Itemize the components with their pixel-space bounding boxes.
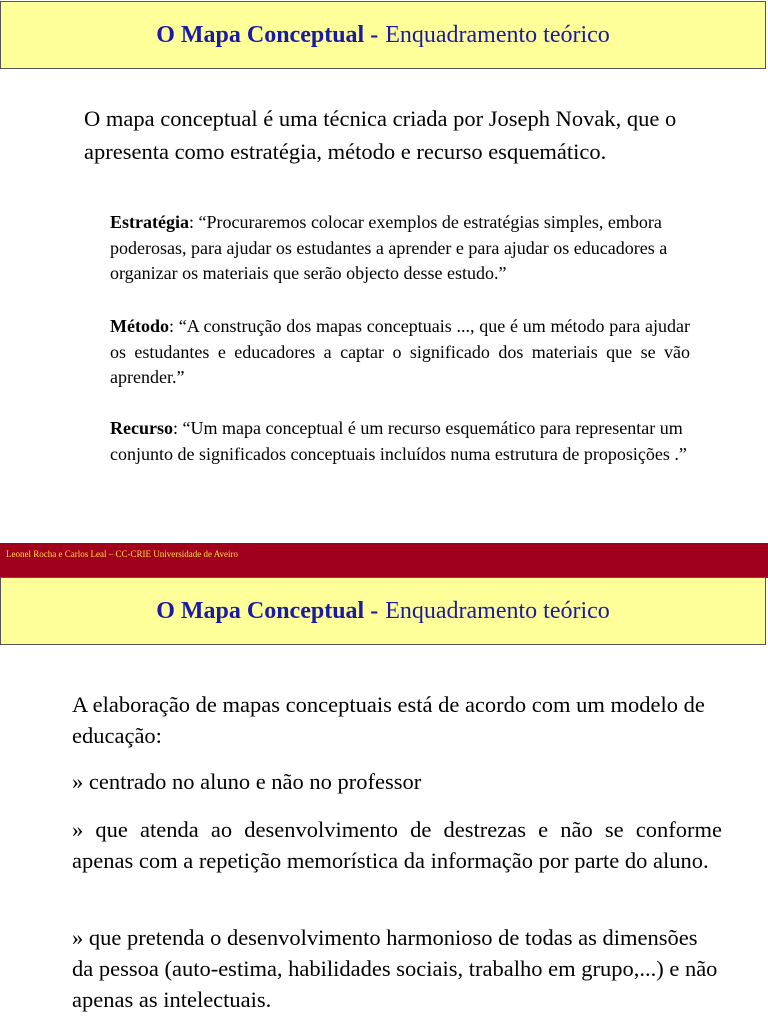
quote-text: : “A construção dos mapas conceptuais ..., que é um método para ajudar os estudantes e educadores a captar o significado dos materiais que se vão aprender.”: [110, 316, 690, 387]
slide2-bullet: » que atenda ao desenvolvimento de destrezas e não se conforme apenas com a repetição memorística da informação por parte do aluno.: [72, 817, 722, 873]
slide1-intro: O mapa conceptual é uma técnica criada por Joseph Novak, que o apresenta como estratégia, método e recurso esquemático.: [84, 106, 677, 164]
quote-text: : “Procuraremos colocar exemplos de estratégias simples, embora poderosas, para ajudar os estudantes a aprender e para ajudar os educadores a organizar os materiais que serão objecto desse estudo.”: [110, 212, 668, 283]
slide1-title-main: O Mapa Conceptual -: [156, 21, 379, 48]
slide2-title-bar: [0, 577, 766, 645]
slide1-title-bar: [0, 1, 766, 69]
quote-term: Método: [110, 316, 169, 336]
quote-recurso: [110, 416, 690, 467]
slide2-title-sub: Enquadramento teórico: [385, 597, 610, 624]
slide2-bullet: » centrado no aluno e não no professor: [72, 769, 422, 794]
quote-estrategia: [110, 210, 690, 287]
slide2-bullet: » que pretenda o desenvolvimento harmonioso de todas as dimensões da pessoa (auto-estima, habilidades sociais, trabalho em grupo,...) e não apenas as intelectuais.: [72, 925, 718, 1012]
quote-term: Estratégia: [110, 212, 189, 232]
quote-term: Recurso: [110, 418, 173, 438]
slide2-title-main: O Mapa Conceptual -: [156, 597, 379, 624]
slide2-paragraph: A elaboração de mapas conceptuais está de acordo com um modelo de educação:: [72, 692, 705, 748]
footer-credit: Leonel Rocha e Carlos Leal – CC-CRIE Universidade de Aveiro: [6, 549, 239, 559]
quote-metodo: [110, 314, 690, 391]
quote-text: : “Um mapa conceptual é um recurso esquemático para representar um conjunto de significados conceptuais incluídos numa estrutura de proposições .”: [110, 418, 687, 464]
slide1-title-sub: Enquadramento teórico: [385, 21, 610, 48]
footer-divider-bar: [0, 543, 768, 578]
